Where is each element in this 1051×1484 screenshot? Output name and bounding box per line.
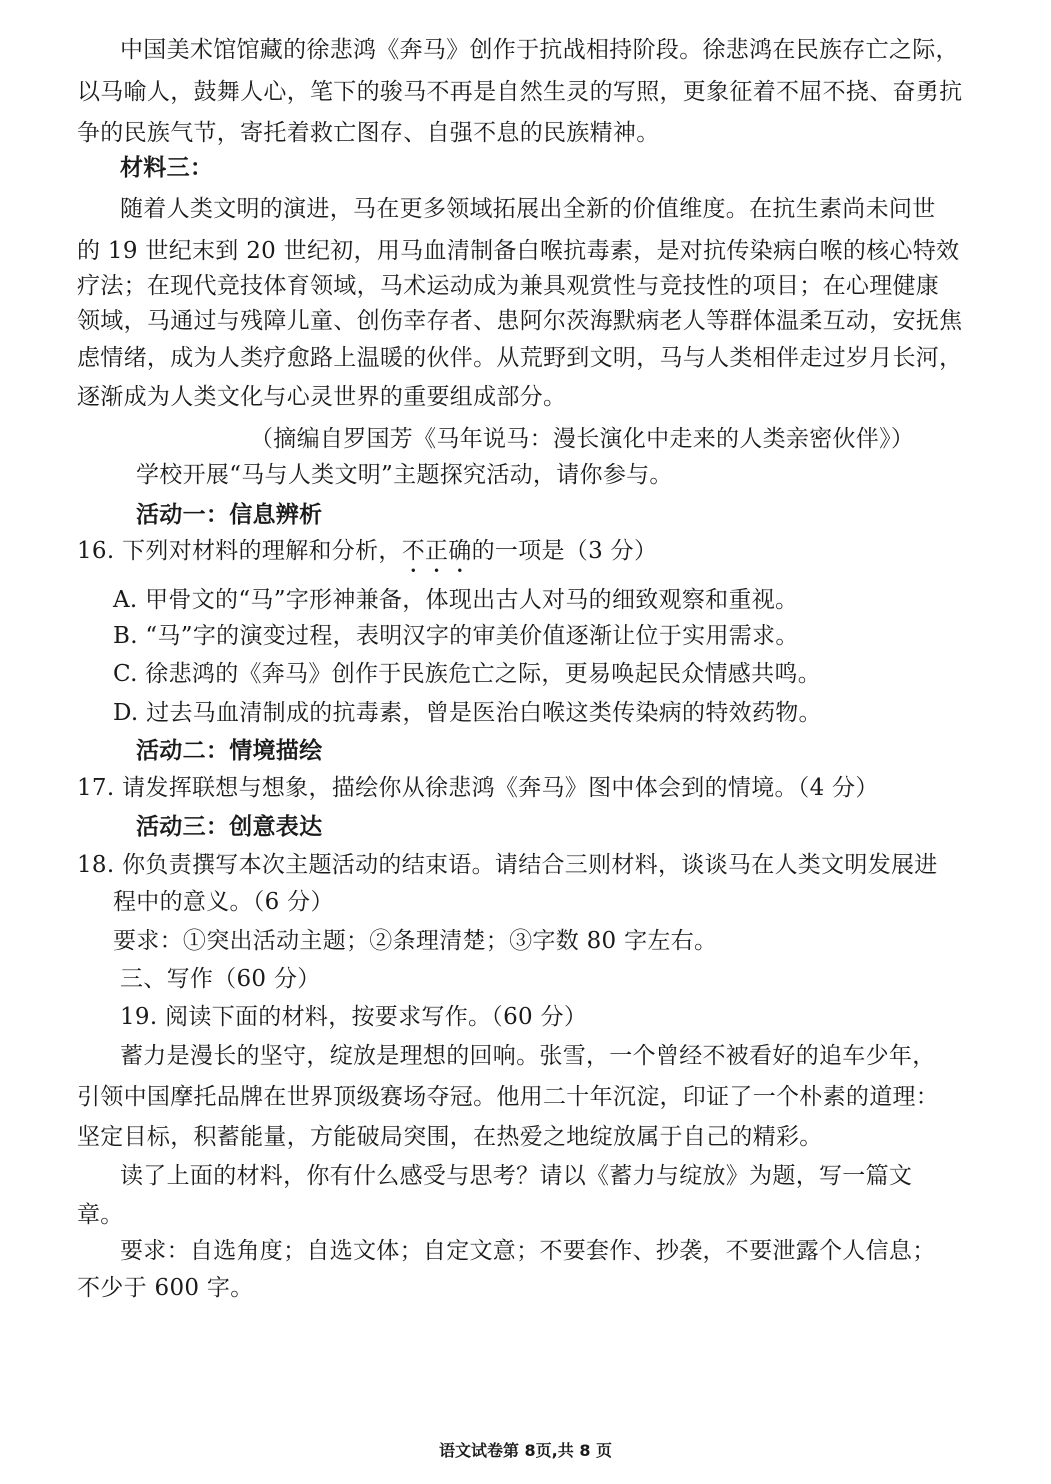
writing-material-line-2: 引领中国摩托品牌在世界顶级赛场夺冠。他用二十年沉淀，印证了一个朴素的道理： [77,1084,940,1110]
writing-prompt-line-1: 读了上面的材料，你有什么感受与思考？请以《蓄力与绽放》为题，写一篇文 [120,1163,913,1189]
writing-material-line-1: 蓄力是漫长的坚守，绽放是理想的回响。张雪，一个曾经不被看好的追车少年， [120,1043,936,1069]
activity3-heading: 活动三：创意表达 [136,814,323,840]
question-16-option-a: A. 甲骨文的“马”字形神兼备，体现出古人对马的细致观察和重视。 [113,587,799,613]
material3-line-2: 的 19 世纪末到 20 世纪初，用马血清制备白喉抗毒素，是对抗传染病白喉的核心特效 [77,238,960,264]
writing-requirement-line-2: 不少于 600 字。 [77,1275,254,1301]
question-16-prefix: 16. 下列对材料的理解和分析， [77,538,402,564]
writing-prompt-line-2: 章。 [77,1202,124,1228]
question-17: 17. 请发挥联想与想象，描绘你从徐悲鸿《奔马》图中体会到的情境。（4 分） [77,775,879,801]
question-16-option-d: D. 过去马血清制成的抗毒素，曾是医治白喉这类传染病的特效药物。 [113,700,822,726]
activity-intro: 学校开展“马与人类文明”主题探究活动，请你参与。 [136,462,673,488]
material3-line-3: 疗法；在现代竞技体育领域，马术运动成为兼具观赏性与竞技性的项目；在心理健康 [77,273,940,299]
material3-source: （摘编自罗国芳《马年说马：漫长演化中走来的人类亲密伙伴》） [250,426,915,452]
question-16-emphasis: 不正确 [401,538,472,564]
activity2-heading: 活动二：情境描绘 [136,738,323,764]
page-footer: 语文试卷第 8页,共 8 页 [438,1441,613,1460]
activity1-heading: 活动一：信息辨析 [136,502,323,528]
writing-material-line-3: 坚定目标，积蓄能量，方能破局突围，在热爱之地绽放属于自己的精彩。 [77,1124,823,1150]
material2-line-3: 争的民族气节，寄托着救亡图存、自强不息的民族精神。 [77,120,660,146]
question-18-line-2: 程中的意义。（6 分） [113,889,334,915]
material3-heading: 材料三： [120,155,214,181]
material2-line-2: 以马喻人，鼓舞人心，笔下的骏马不再是自然生灵的写照，更象征着不屈不挠、奋勇抗 [77,79,963,105]
question-16-option-c: C. 徐悲鸿的《奔马》创作于民族危亡之际，更易唤起民众情感共鸣。 [113,661,821,687]
question-18-requirement: 要求：①突出活动主题；②条理清楚；③字数 80 字左右。 [113,928,718,954]
material3-line-4: 领域，马通过与残障儿童、创伤幸存者、患阿尔茨海默病老人等群体温柔互动，安抚焦 [77,308,963,334]
material3-line-6: 逐渐成为人类文化与心灵世界的重要组成部分。 [77,384,567,410]
question-18-line-1: 18. 你负责撰写本次主题活动的结束语。请结合三则材料，谈谈马在人类文明发展进 [77,852,938,878]
material3-line-1: 随着人类文明的演进，马在更多领域拓展出全新的价值维度。在抗生素尚未问世 [120,196,936,222]
question-19: 19. 阅读下面的材料，按要求写作。（60 分） [120,1004,588,1030]
question-16-suffix: 的一项是（3 分） [471,538,658,564]
material3-line-5: 虑情绪，成为人类疗愈路上温暖的伙伴。从荒野到文明，马与人类相伴走过岁月长河， [77,345,963,371]
writing-heading: 三、写作（60 分） [120,966,321,992]
question-16-option-b: B. “马”字的演变过程，表明汉字的审美价值逐渐让位于实用需求。 [113,623,799,649]
material2-line-1: 中国美术馆馆藏的徐悲鸿《奔马》创作于抗战相持阶段。徐悲鸿在民族存亡之际， [120,37,959,63]
writing-requirement-line-1: 要求：自选角度；自选文体；自定文意；不要套作、抄袭，不要泄露个人信息； [120,1238,936,1264]
question-16 [77,535,657,578]
